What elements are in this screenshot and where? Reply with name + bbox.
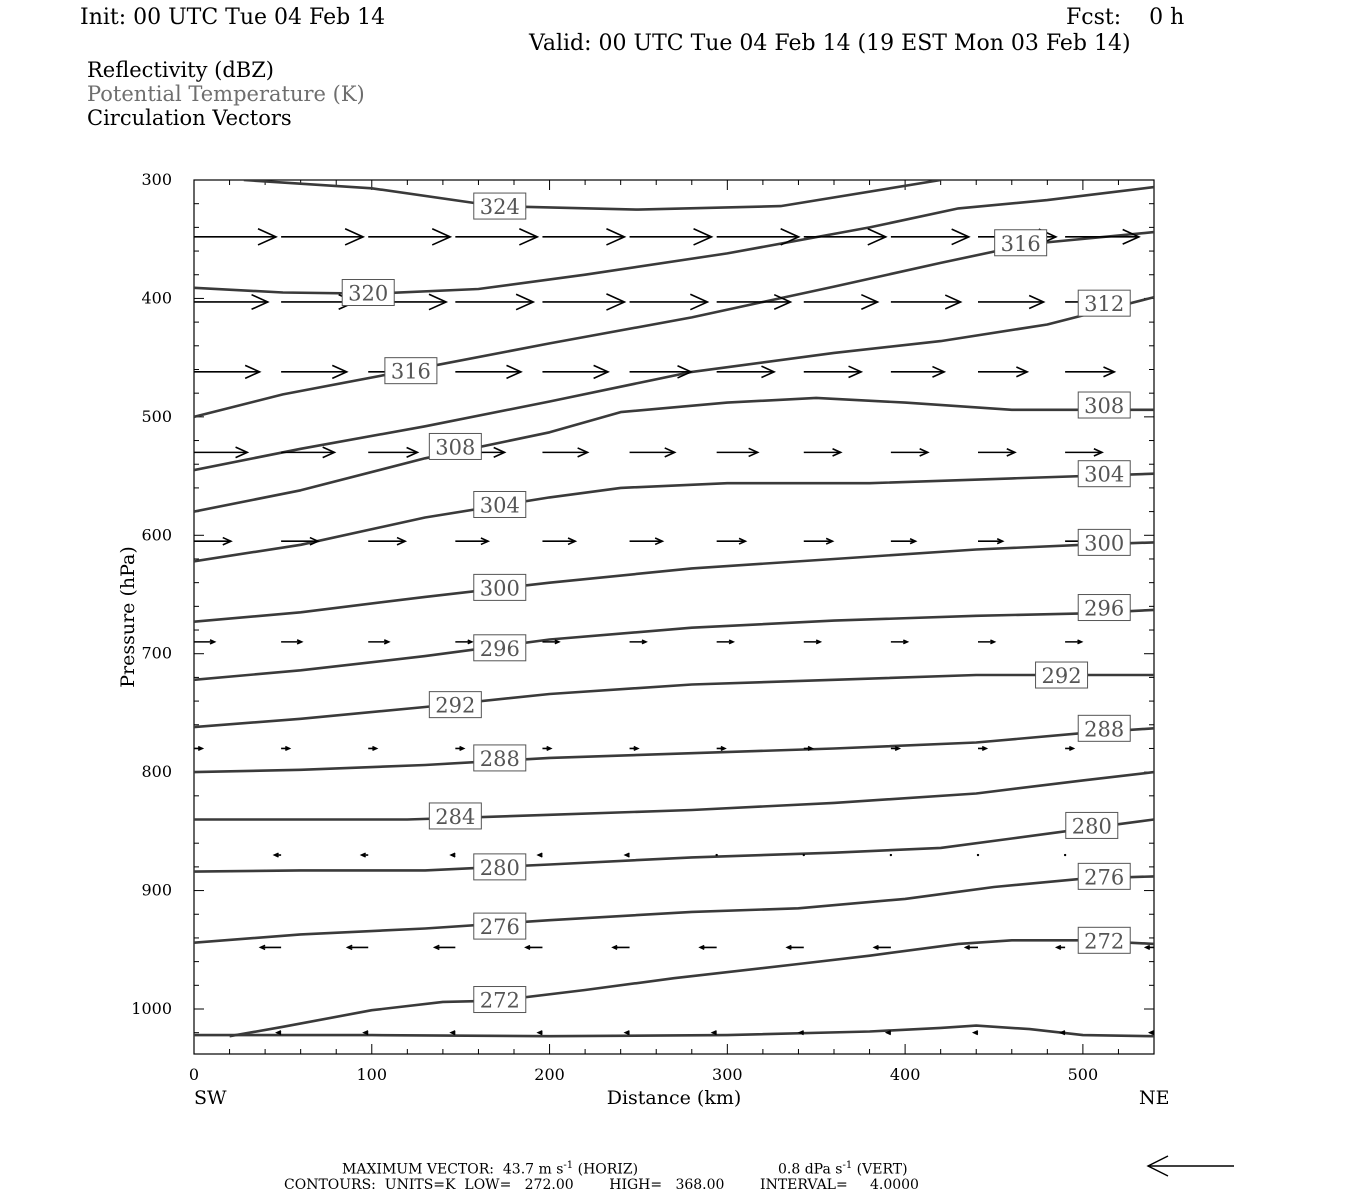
circulation-vector — [542, 229, 624, 245]
theta-contour — [194, 610, 1154, 680]
svg-text:280: 280 — [479, 855, 520, 880]
circulation-vector — [542, 294, 624, 310]
circulation-vector — [194, 538, 231, 545]
contour-label — [1066, 812, 1118, 838]
contour-label — [429, 433, 481, 459]
svg-text:296: 296 — [1084, 596, 1125, 621]
contour-label — [1078, 715, 1130, 741]
x-end-label-left: SW — [194, 1087, 227, 1109]
circulation-vector — [804, 640, 820, 644]
circulation-vector — [1065, 367, 1114, 377]
circulation-vector — [435, 945, 456, 949]
circulation-vector — [261, 945, 282, 949]
contour-label — [474, 987, 526, 1013]
theta-contour — [230, 940, 1154, 1036]
circulation-vector — [368, 448, 417, 458]
plot-frame — [194, 180, 1154, 1054]
circulation-vector — [194, 229, 276, 245]
circulation-vector — [613, 946, 629, 950]
contour-label — [429, 803, 481, 829]
svg-text:320: 320 — [348, 281, 389, 306]
contour-label — [995, 230, 1047, 256]
circulation-vector — [717, 448, 758, 456]
contour-label — [1078, 392, 1130, 418]
svg-text:304: 304 — [479, 493, 520, 518]
circulation-vector — [804, 295, 878, 310]
circulation-vector — [978, 539, 1003, 544]
circulation-vector — [625, 853, 629, 857]
circulation-vector — [625, 1031, 629, 1035]
circulation-vector — [455, 229, 537, 245]
circulation-vector — [368, 640, 389, 644]
contour-label — [474, 193, 526, 219]
circulation-vector — [451, 1031, 455, 1035]
contour-label — [474, 574, 526, 600]
circulation-vector — [368, 747, 376, 751]
svg-text:312: 312 — [1084, 292, 1125, 317]
y-tick-label: 1000 — [131, 998, 172, 1018]
y-tick-label: 400 — [141, 288, 172, 308]
svg-text:276: 276 — [479, 915, 520, 940]
svg-text:296: 296 — [479, 636, 520, 661]
theta-contour — [194, 1026, 1154, 1037]
contour-label — [1078, 863, 1130, 889]
circulation-vector — [526, 946, 542, 950]
circulation-vector — [874, 946, 890, 950]
contour-label — [1036, 662, 1088, 688]
circulation-vector — [1065, 449, 1102, 456]
forecast-hour: Fcst: 0 h — [1066, 5, 1185, 30]
circulation-vector — [891, 449, 928, 456]
circulation-vector — [630, 229, 712, 245]
circulation-vector — [803, 854, 805, 856]
svg-text:288: 288 — [479, 746, 520, 771]
circulation-vector — [451, 853, 455, 857]
circulation-vector — [281, 640, 302, 644]
svg-text:304: 304 — [1084, 462, 1125, 487]
svg-text:316: 316 — [1000, 231, 1041, 256]
circulation-vector — [194, 447, 247, 458]
circulation-vector — [787, 946, 803, 950]
circulation-vector — [187, 853, 194, 857]
theta-contour — [244, 180, 941, 210]
contour-label — [474, 745, 526, 771]
theta-contour — [194, 876, 1154, 942]
circulation-vector — [194, 640, 215, 644]
circulation-vector — [538, 853, 542, 857]
contour-label — [1078, 290, 1130, 316]
circulation-vector — [890, 854, 892, 856]
circulation-vector — [717, 640, 733, 644]
circulation-vector — [717, 229, 799, 245]
svg-text:308: 308 — [1084, 394, 1125, 419]
contour-label — [385, 358, 437, 384]
circulation-vector — [974, 1031, 978, 1035]
max-vector-text: MAXIMUM VECTOR: 43.7 m $s^{-1}$ (HORIZ) — [342, 1160, 639, 1178]
circulation-vector — [455, 365, 521, 378]
circulation-vector — [455, 640, 471, 644]
circulation-vector — [194, 295, 268, 310]
x-tick-label: 200 — [534, 1065, 565, 1084]
y-tick-label: 600 — [141, 525, 172, 545]
circulation-vector — [542, 365, 608, 378]
circulation-vector — [1065, 747, 1073, 751]
max-vector-exponent: -1 — [563, 1160, 574, 1171]
circulation-vector — [542, 747, 550, 751]
svg-text:272: 272 — [1084, 929, 1125, 954]
circulation-vector — [1057, 946, 1065, 950]
y-tick-label: 500 — [141, 406, 172, 426]
circulation-vector — [194, 365, 260, 378]
theta-contour — [194, 542, 1154, 621]
y-tick-label: 800 — [141, 762, 172, 782]
circulation-vector — [630, 448, 675, 457]
circulation-vector — [630, 294, 708, 309]
contour-label — [342, 280, 394, 306]
circulation-vector — [630, 747, 638, 751]
circulation-vector — [1065, 230, 1139, 245]
svg-text:324: 324 — [479, 195, 520, 220]
circulation-vector — [804, 449, 841, 456]
circulation-vector — [891, 539, 916, 544]
contour-label — [429, 692, 481, 718]
contour-label — [1078, 927, 1130, 953]
max-vertical-text: 0.8 dPa $s^{-1}$ (VERT) — [778, 1160, 908, 1178]
theta-contour — [194, 728, 1154, 772]
init-time: Init: 00 UTC Tue 04 Feb 14 — [80, 5, 386, 30]
circulation-vector — [630, 538, 663, 544]
x-tick-label: 300 — [712, 1065, 743, 1084]
circulation-vector — [455, 747, 463, 751]
circulation-vector — [542, 538, 575, 544]
circulation-vector — [804, 366, 861, 377]
circulation-vector — [368, 538, 405, 545]
circulation-vector — [804, 538, 833, 544]
svg-text:300: 300 — [479, 576, 520, 601]
theta-contour — [194, 772, 1154, 819]
svg-text:316: 316 — [390, 359, 431, 384]
circulation-vector — [275, 853, 282, 857]
theta-contour — [194, 232, 1154, 417]
circulation-vector — [194, 747, 202, 751]
circulation-vector — [978, 747, 986, 751]
circulation-vector — [348, 945, 369, 949]
svg-text:284: 284 — [435, 804, 476, 829]
valid-time: Valid: 00 UTC Tue 04 Feb 14 (19 EST Mon 03 Feb 14) — [529, 31, 1131, 56]
max-vertical-exponent: -1 — [842, 1160, 853, 1171]
x-tick-label: 400 — [889, 1065, 921, 1084]
svg-text:288: 288 — [1084, 717, 1125, 742]
x-axis-label: Distance (km) — [606, 1087, 742, 1109]
circulation-vector — [717, 538, 746, 544]
svg-text:292: 292 — [435, 693, 476, 718]
contour-label — [1078, 461, 1130, 487]
svg-text:292: 292 — [1041, 664, 1082, 689]
circulation-vector — [700, 946, 716, 950]
y-axis-label: Pressure (hPa) — [117, 546, 139, 688]
reference-vector-arrow — [1148, 1156, 1234, 1176]
circulation-vector — [368, 229, 450, 245]
circulation-vector — [281, 365, 347, 378]
circulation-vector — [978, 367, 1027, 377]
circulation-vector — [717, 747, 725, 751]
circulation-vector — [891, 295, 961, 309]
contour-label — [474, 913, 526, 939]
circulation-vector — [978, 295, 1044, 308]
circulation-vector — [542, 448, 587, 457]
circulation-vector — [455, 538, 488, 544]
x-tick-label: 100 — [356, 1065, 388, 1084]
circulation-vector — [717, 295, 791, 310]
legend-circulation-vectors: Circulation Vectors — [87, 106, 292, 130]
x-tick-label: 0 — [188, 1065, 200, 1084]
circulation-vector — [1065, 640, 1081, 644]
circulation-vector — [891, 367, 944, 378]
contour-label — [474, 635, 526, 661]
circulation-vector — [281, 229, 363, 245]
theta-contour — [194, 820, 1154, 872]
y-tick-label: 300 — [141, 170, 172, 189]
circulation-vector — [1146, 946, 1154, 950]
circulation-vector — [977, 854, 979, 856]
legend-potential-temperature: Potential Temperature (K) — [87, 82, 365, 106]
circulation-vector — [891, 640, 907, 644]
circulation-vector — [630, 640, 646, 644]
theta-contour — [194, 675, 1154, 727]
circulation-vector — [1150, 1031, 1154, 1035]
circulation-vector — [966, 946, 978, 950]
legend-reflectivity: Reflectivity (dBZ) — [87, 58, 275, 82]
circulation-vector — [891, 229, 969, 244]
y-tick-label: 700 — [141, 643, 172, 663]
circulation-vector — [281, 747, 289, 751]
circulation-vector — [1064, 854, 1066, 856]
svg-text:276: 276 — [1084, 865, 1125, 890]
svg-text:280: 280 — [1071, 814, 1112, 839]
y-tick-label: 900 — [141, 880, 172, 900]
circulation-vector — [538, 1031, 542, 1035]
circulation-vector — [630, 366, 692, 378]
circulation-vector — [362, 853, 369, 857]
svg-text:272: 272 — [479, 988, 520, 1013]
x-tick-label: 500 — [1067, 1065, 1099, 1084]
circulation-vector — [978, 640, 994, 644]
contour-label — [1078, 595, 1130, 621]
contour-label — [1078, 529, 1130, 555]
contour-label — [474, 491, 526, 517]
contours-info: CONTOURS: UNITS=K LOW= 272.00 HIGH= 368.00 INTERVAL= 4.0000 — [284, 1177, 919, 1193]
contour-label — [474, 854, 526, 880]
circulation-vector — [978, 449, 1015, 456]
circulation-vector — [455, 294, 533, 309]
svg-text:308: 308 — [435, 435, 476, 460]
svg-text:300: 300 — [1084, 531, 1125, 556]
circulation-vector — [715, 854, 717, 856]
x-end-label-right: NE — [1139, 1087, 1170, 1109]
